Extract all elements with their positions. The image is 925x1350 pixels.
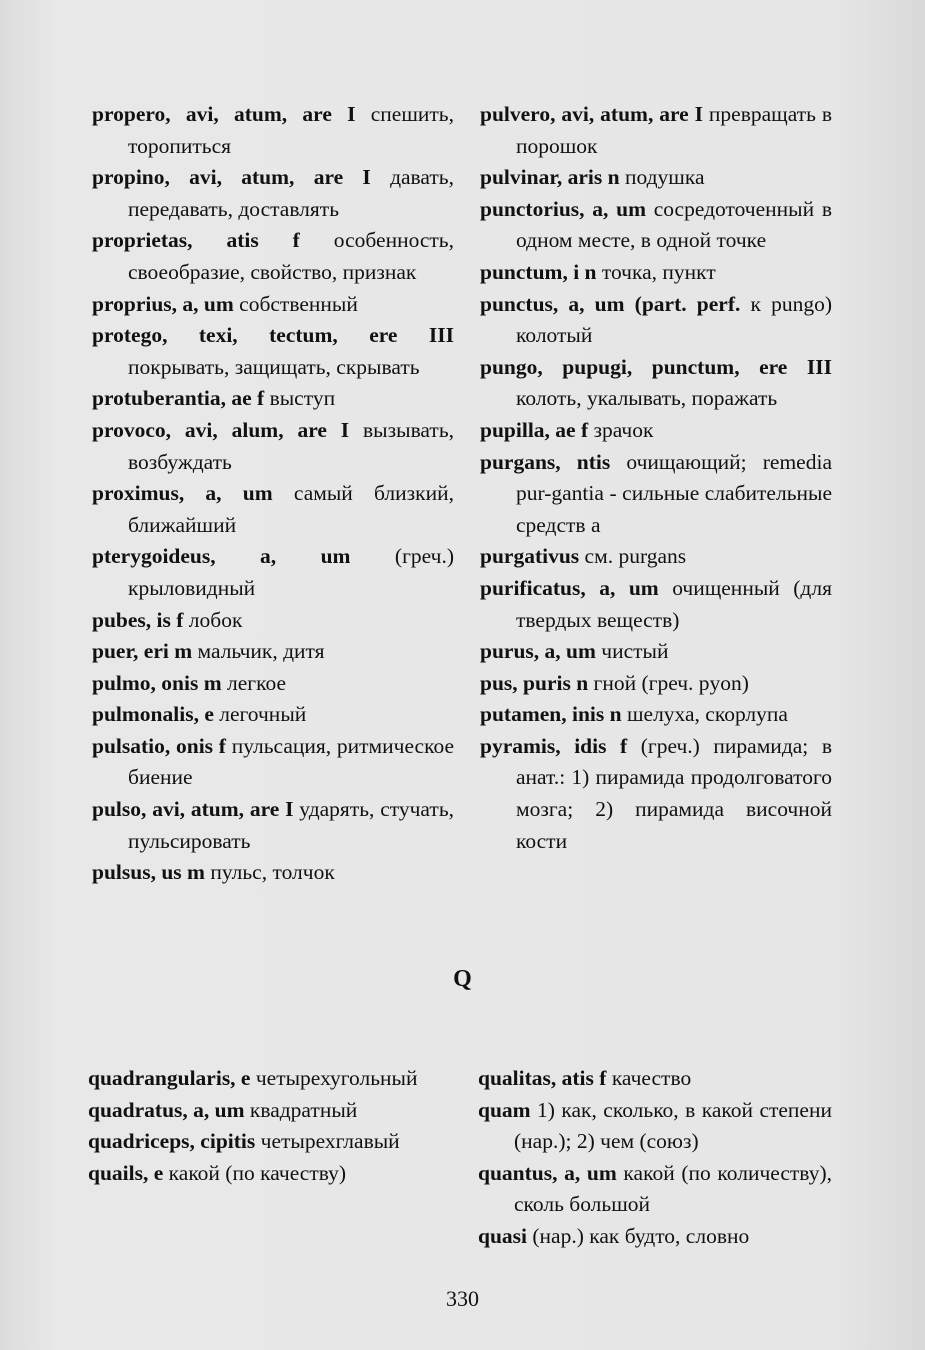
dictionary-entry [92, 636, 454, 668]
headword: pungo, pupugi, punctum, ere III [480, 354, 832, 379]
right-column-q [478, 1063, 832, 1253]
headword: purus, a, um [480, 639, 596, 664]
dictionary-entry [92, 99, 454, 162]
definition: шелуха, скорлупа [621, 702, 788, 727]
headword: quadriceps, cipitis [88, 1129, 256, 1154]
headword: purificatus, a, um [480, 575, 659, 600]
definition: четырехглавый [255, 1129, 400, 1154]
definition: четырехугольный [250, 1066, 418, 1090]
headword: punctus, a, um (part. perf. [480, 291, 741, 316]
headword: quam [478, 1097, 531, 1122]
headword: puer, eri m [92, 639, 193, 664]
left-column-p [92, 99, 454, 889]
right-column-p [480, 99, 832, 857]
dictionary-entry [92, 605, 454, 637]
headword: quadratus, a, um [88, 1097, 245, 1122]
headword: quadrangularis, e [88, 1066, 251, 1090]
definition: лобок [183, 607, 243, 632]
definition: (греч.) пирамида; в анат.: 1) пирамида продолговатого мозга; 2) пирамида височной кости [516, 733, 832, 853]
dictionary-entry [92, 699, 454, 731]
definition: качество [606, 1066, 692, 1090]
definition: к pungo) колотый [516, 291, 832, 348]
dictionary-entry [480, 162, 832, 194]
definition: 1) как, сколько, в какой степени (нар.); 2) чем (союз) [514, 1097, 832, 1154]
headword: pupilla, ae f [480, 417, 589, 442]
headword: protego, texi, tectum, ere III [92, 323, 454, 348]
dictionary-entry [480, 699, 832, 731]
headword: putamen, inis n [480, 702, 622, 727]
dictionary-entry [478, 1063, 832, 1095]
definition: (нар.) как будто, словно [527, 1223, 750, 1248]
headword: pterygoideus, a, um [92, 544, 351, 569]
definition: собственный [233, 291, 358, 316]
headword: pulvero, avi, atum, are I [480, 102, 703, 126]
definition: колоть, укалывать, поражать [516, 386, 778, 411]
definition: ударять, стучать, пульсировать [128, 797, 454, 853]
dictionary-entry [92, 320, 454, 383]
headword: punctum, i n [480, 259, 597, 284]
definition: чистый [595, 639, 669, 664]
definition: квадратный [244, 1097, 358, 1122]
definition: точка, пункт [596, 259, 716, 284]
headword: purgans, ntis [480, 449, 611, 474]
dictionary-entry [88, 1158, 454, 1190]
definition: зрачок [588, 417, 654, 442]
headword: protuberantia, ae f [92, 386, 265, 411]
dictionary-entry [92, 478, 454, 541]
section-letter: Q [453, 966, 472, 992]
dictionary-entry [480, 289, 832, 352]
headword: quasi [478, 1223, 528, 1248]
definition: пульсация, ритмическое биение [128, 733, 454, 790]
dictionary-entry [478, 1095, 832, 1158]
definition: очищенный (для твердых веществ) [516, 575, 832, 632]
headword: pus, puris n [480, 670, 589, 695]
definition: вызывать, возбуждать [128, 417, 454, 474]
definition: превращать в порошок [516, 102, 832, 158]
headword: proprietas, atis f [92, 228, 300, 253]
definition: мальчик, дитя [192, 639, 325, 664]
dictionary-entry [92, 731, 454, 794]
dictionary-entry [88, 1095, 454, 1127]
headword: purgativus [480, 544, 580, 569]
headword: proprius, a, um [92, 291, 234, 316]
dictionary-entry [478, 1221, 832, 1253]
definition: см. purgans [579, 544, 687, 569]
dictionary-entry [92, 541, 454, 604]
dictionary-entry [92, 668, 454, 700]
dictionary-entry [480, 415, 832, 447]
headword: pulsatio, onis f [92, 733, 226, 758]
dictionary-entry [480, 668, 832, 700]
dictionary-entry [88, 1126, 454, 1158]
headword: punctorius, a, um [480, 196, 646, 221]
definition: пульс, толчок [204, 860, 335, 885]
dictionary-entry [480, 573, 832, 636]
definition: самый близкий, ближайший [128, 481, 454, 537]
definition: легкое [221, 670, 287, 695]
definition: (греч.) крыловидный [128, 544, 454, 600]
headword: provoco, avi, alum, are I [92, 417, 350, 442]
headword: qualitas, atis f [478, 1066, 607, 1090]
dictionary-entry [92, 794, 454, 857]
dictionary-entry [92, 415, 454, 478]
definition: какой (по качеству) [163, 1160, 347, 1185]
page-number: 330 [446, 1286, 479, 1311]
dictionary-entry [88, 1063, 454, 1095]
dictionary-entry [480, 194, 832, 257]
dictionary-entry [92, 162, 454, 225]
definition: очищающий; remedia pur-gantia - сильные слабительные средств а [516, 449, 832, 537]
headword: quantus, a, um [478, 1160, 617, 1185]
headword: pulvinar, aris n [480, 165, 620, 190]
definition: легочный [213, 702, 307, 727]
definition: давать, передавать, доставлять [128, 165, 454, 221]
dictionary-entry [480, 352, 832, 415]
definition: сосредоточенный в одном месте, в одной точке [516, 196, 832, 253]
headword: pyramis, idis f [480, 733, 628, 758]
headword: pulmonalis, e [92, 702, 214, 727]
definition: выступ [264, 386, 336, 411]
definition: покрывать, защищать, скрывать [128, 354, 420, 379]
dictionary-entry [480, 99, 832, 162]
dictionary-entry [480, 257, 832, 289]
dictionary-entry [478, 1158, 832, 1221]
dictionary-entry [92, 289, 454, 321]
definition: подушка [619, 165, 705, 190]
definition: спешить, торопиться [128, 102, 454, 158]
headword: pulso, avi, atum, are I [92, 797, 294, 822]
left-column-q [88, 1063, 454, 1189]
dictionary-entry [480, 541, 832, 573]
definition: особенность, своеобразие, свойство, признак [128, 228, 454, 284]
headword: propero, avi, atum, are I [92, 102, 356, 126]
dictionary-entry [480, 731, 832, 857]
headword: pubes, is f [92, 607, 184, 632]
headword: propino, avi, atum, are I [92, 165, 371, 190]
dictionary-entry [92, 225, 454, 288]
dictionary-entry [92, 383, 454, 415]
headword: pulmo, onis m [92, 670, 222, 695]
dictionary-entry [92, 857, 454, 889]
dictionary-entry [480, 636, 832, 668]
definition: гной (греч. pyon) [588, 670, 749, 695]
dictionary-entry [480, 447, 832, 542]
headword: quails, e [88, 1160, 164, 1185]
headword: proximus, a, um [92, 481, 273, 506]
definition: какой (по количеству), сколь большой [514, 1160, 832, 1217]
headword: pulsus, us m [92, 860, 205, 885]
